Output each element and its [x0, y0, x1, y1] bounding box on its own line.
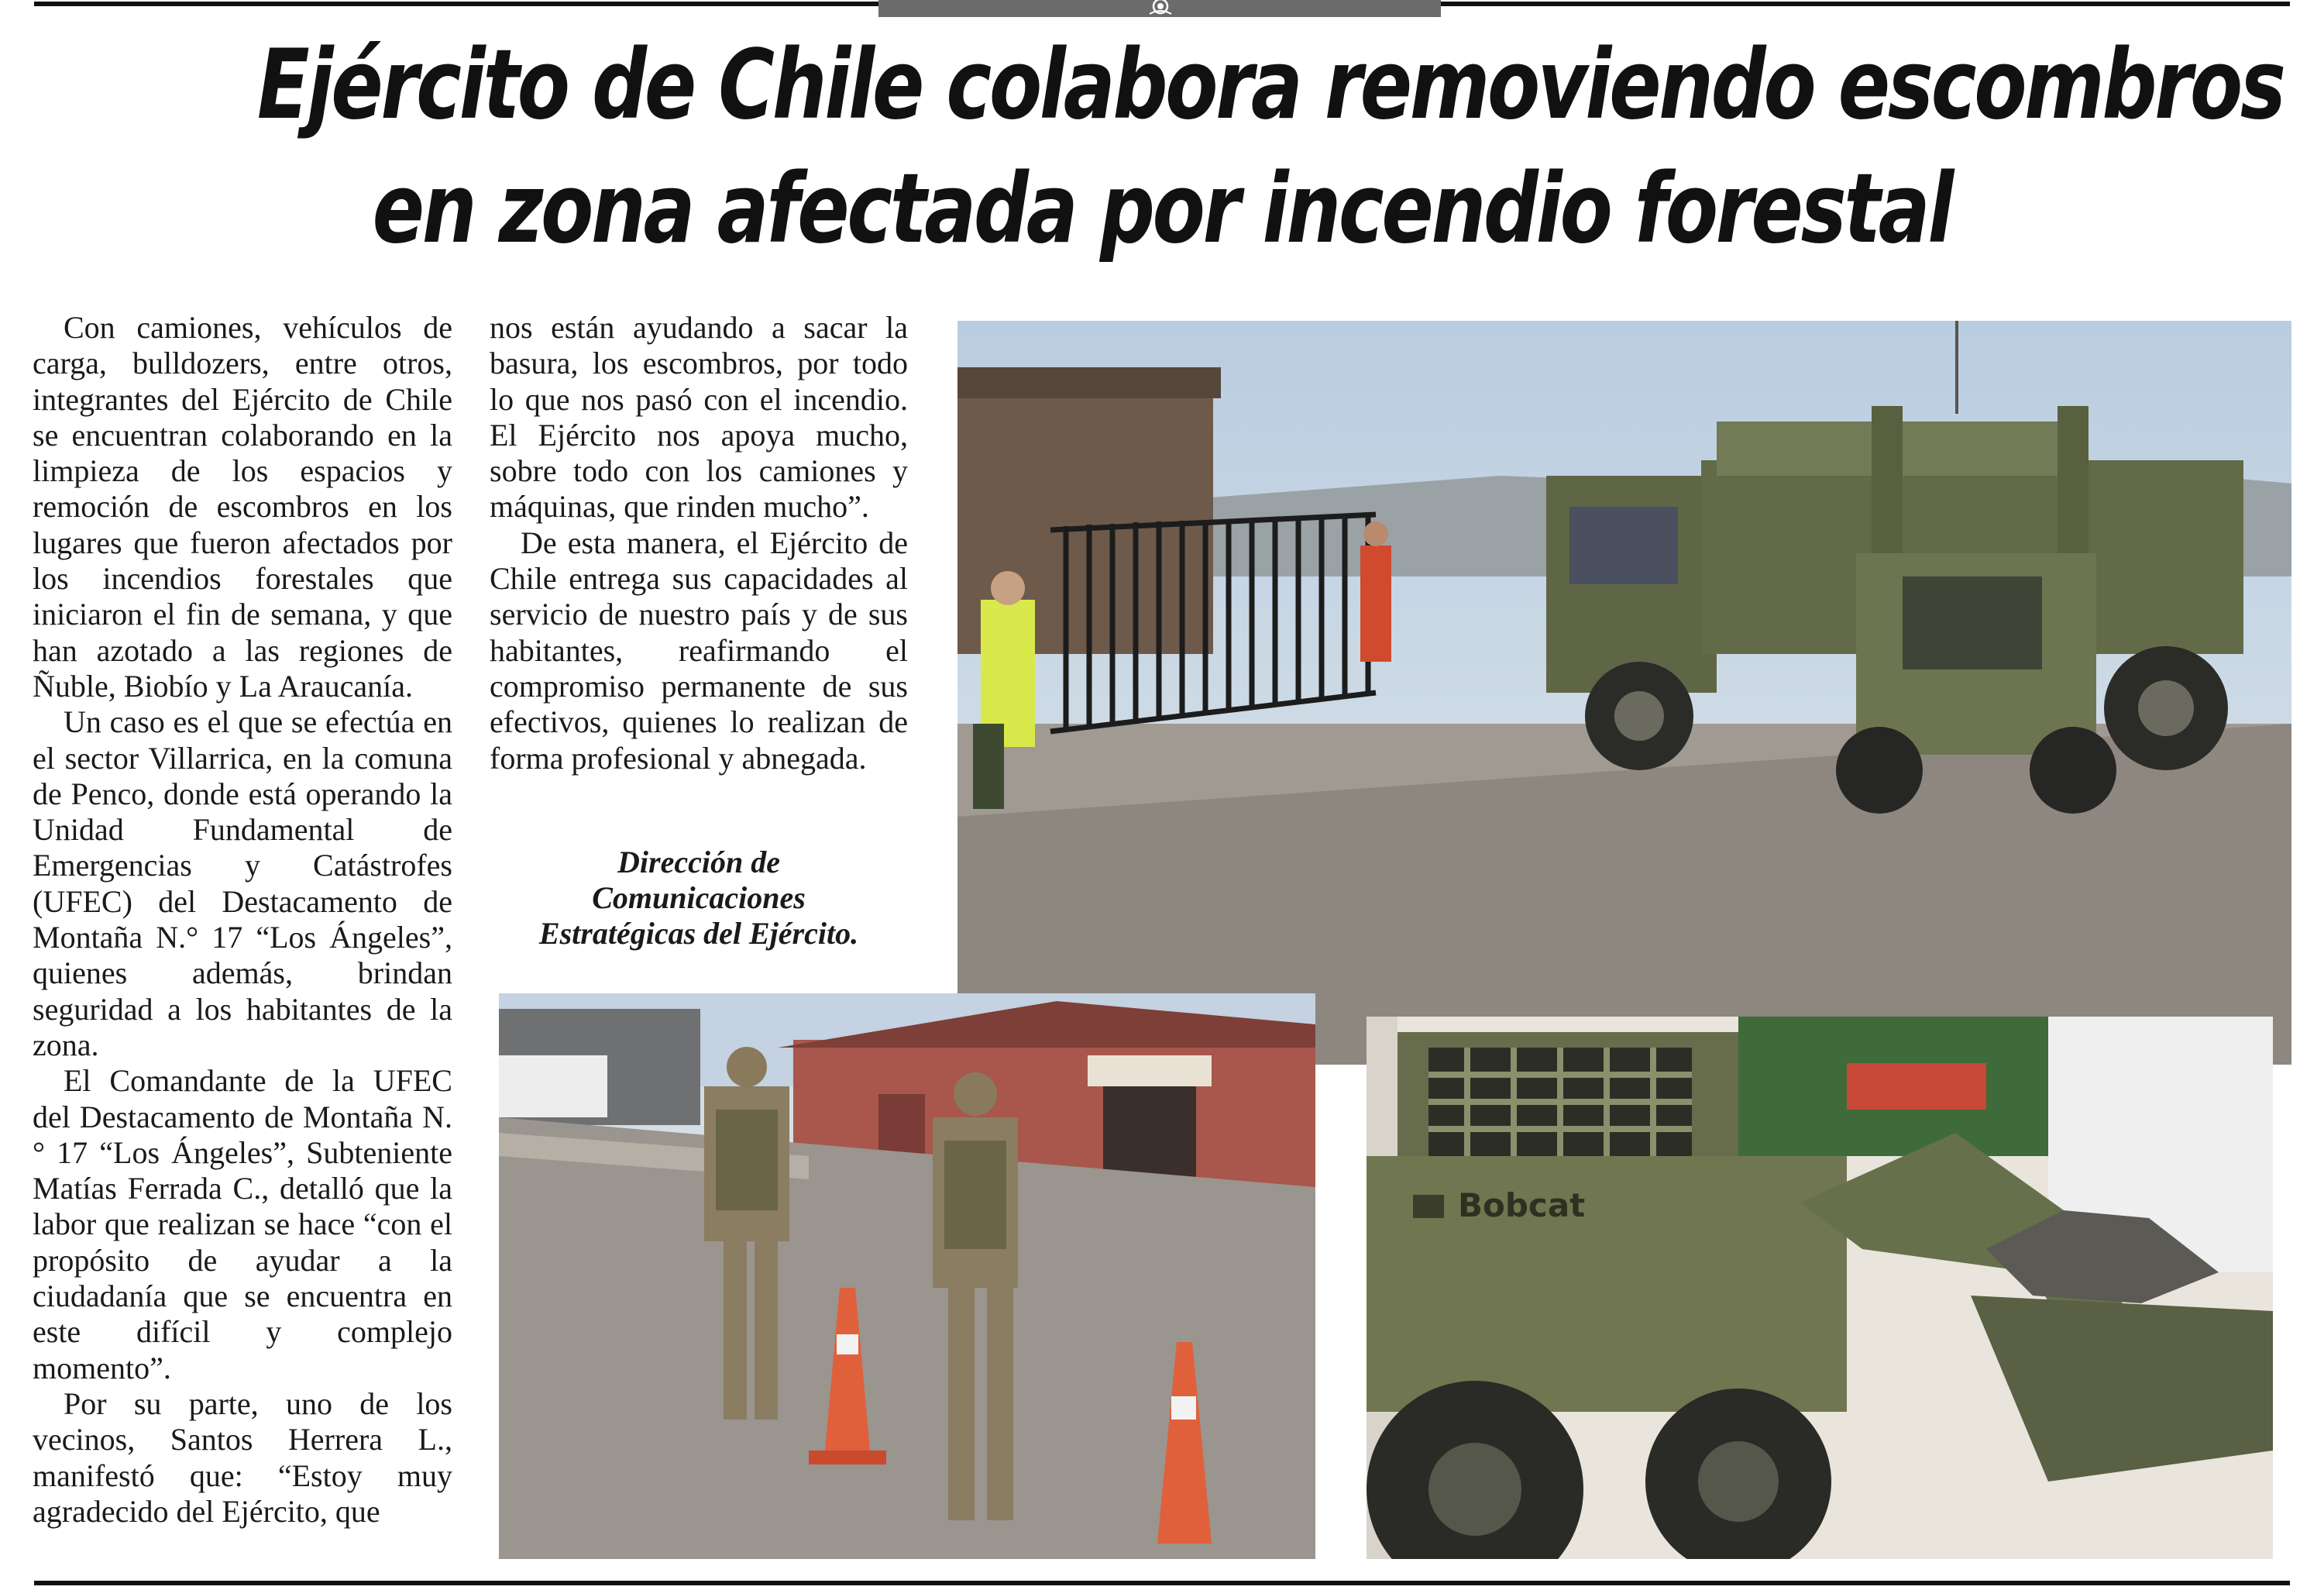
photo-soldiers-cones [499, 993, 1315, 1559]
article-column-2 [490, 310, 908, 776]
credit-line-3: Estratégicas del Ejército. [538, 916, 859, 951]
paragraph-quote-continuation: nos están ayudando a sacar la basura, los escombros, por todo lo que nos pasó con el incendio. El Ejército nos apoya mucho, sobre todo con los camiones y máquinas, que rinden mucho”. [490, 310, 908, 525]
top-rule-right [1441, 2, 2290, 6]
paragraph-commander: El Comandante de la UFEC del Destacamento de Montaña N.° 17 “Los Ángeles”, Subteniente Matías Ferrada C., detalló que la labor que realizan se hace “con el propósito de ayudar a la ciudadanía que se encuentra en este difícil y complejo momento”. [33, 1063, 452, 1385]
photo-bobcat-loader [1367, 1017, 2273, 1559]
headline-line-1: Ejército de Chile colabora removiendo escombros [257, 29, 2284, 141]
credit-line-2: Comunicaciones [592, 880, 806, 915]
headline [257, 23, 2284, 271]
paragraph-closing: De esta manera, el Ejército de Chile entrega sus capacidades al servicio de nuestro país y de sus habitantes, reafirmando el compromiso permanente de sus efectivos, quienes lo realizan de forma profesional y abnegada. [490, 525, 908, 776]
bottom-rule [34, 1581, 2290, 1585]
article-column-1 [33, 310, 452, 1530]
top-rule-left [34, 2, 878, 6]
article-credit [490, 845, 908, 952]
army-emblem-icon [1143, 0, 1177, 17]
paragraph-intro: Con camiones, vehículos de carga, bulldozers, entre otros, integrantes del Ejército de Chile se encuentran colaborando en la limpieza de los espacios y remoción de escombros en los lugares que fueron afectados por los incendios forestales que iniciaron el fin de semana, y que han azotado a las regiones de Ñuble, Biobío y La Araucanía. [33, 310, 452, 704]
headline-line-2: en zona afectada por incendio forestal [372, 153, 1952, 265]
photo-army-truck-loader [957, 321, 2291, 1065]
paragraph-penco: Un caso es el que se efectúa en el sector Villarrica, en la comuna de Penco, donde está operando la Unidad Fundamental de Emergencias y Catástrofes (UFEC) del Destacamento de Montaña N.° 17 “Los Ángeles”, quienes además, brindan seguridad a los habitantes de la zona. [33, 704, 452, 1062]
bobcat-brand-label: Bobcat [1458, 1186, 1586, 1224]
paragraph-neighbor: Por su parte, uno de los vecinos, Santos Herrera L., manifestó que: “Estoy muy agradecido del Ejército, que [33, 1385, 452, 1529]
credit-line-1: Dirección de [617, 845, 780, 879]
